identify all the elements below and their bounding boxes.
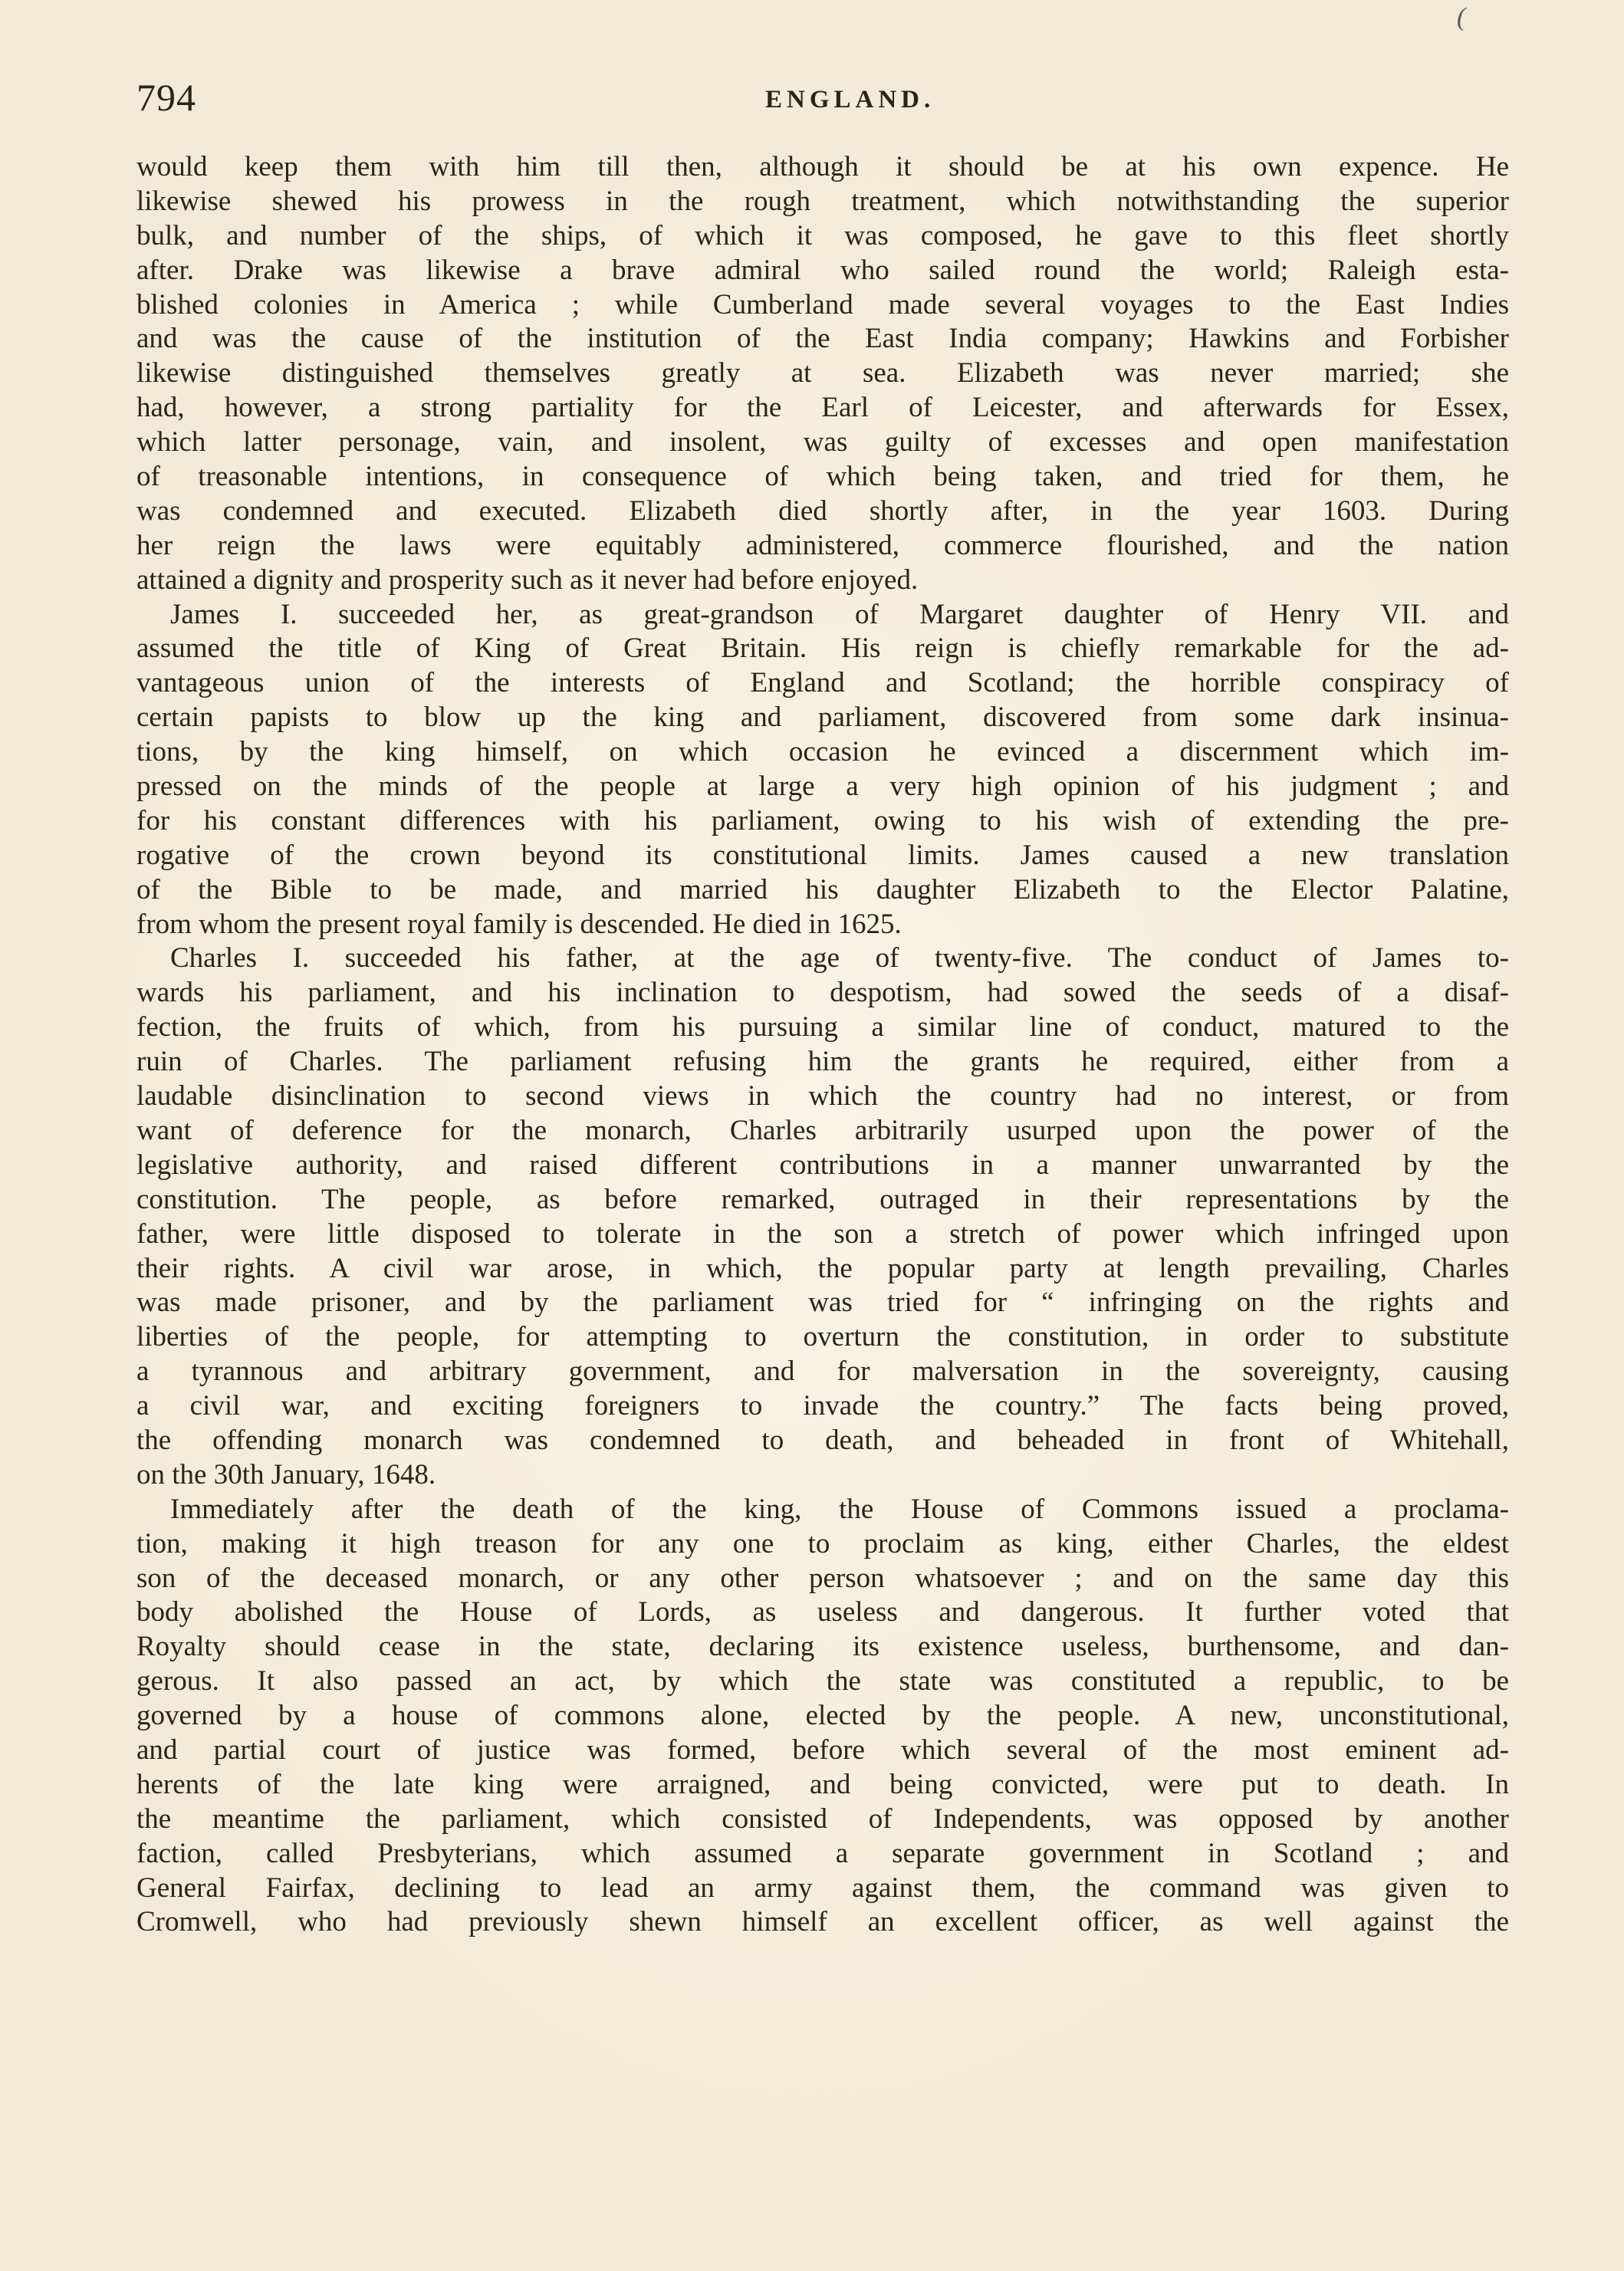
text-line: the offending monarch was condemned to death, and beheaded in front of Whitehall, — [136, 1424, 1509, 1456]
text-line: after. Drake was likewise a brave admiral who sailed round the world; Raleigh esta- — [136, 254, 1509, 286]
text-line: James I. succeeded her, as great-grandson of Margaret daughter of Henry VII. and — [170, 598, 1509, 630]
text-line: bulk, and number of the ships, of which it was composed, he gave to this fleet shortly — [136, 219, 1509, 251]
text-line: her reign the laws were equitably administered, commerce flourished, and the nation — [136, 529, 1509, 561]
text-line: had, however, a strong partiality for the Earl of Leicester, and afterwards for Essex, — [136, 392, 1509, 424]
text-line: constitution. The people, as before remarked, outraged in their representations by the — [136, 1183, 1509, 1215]
text-line: assumed the title of King of Great Britain. His reign is chiefly remarkable for the ad- — [136, 633, 1509, 665]
running-title: ENGLAND. — [765, 86, 935, 113]
text-line: tions, by the king himself, on which occasion he evinced a discernment which im- — [136, 736, 1509, 768]
text-line: for his constant differences with his parliament, owing to his wish of extending the pre- — [136, 804, 1509, 836]
text-line: likewise shewed his prowess in the rough treatment, which notwithstanding the superior — [136, 185, 1509, 217]
text-line: gerous. It also passed an act, by which the state was constituted a republic, to be — [136, 1665, 1509, 1697]
text-line: which latter personage, vain, and insolent, was guilty of excesses and open manifestation — [136, 426, 1509, 458]
text-line: legislative authority, and raised different contributions in a manner unwarranted by the — [136, 1149, 1509, 1181]
text-line: the meantime the parliament, which consisted of Independents, was opposed by another — [136, 1803, 1509, 1835]
text-line: and partial court of justice was formed, before which several of the most eminent ad- — [136, 1734, 1509, 1766]
corner-pencil-mark: ( — [1457, 3, 1466, 31]
text-line: their rights. A civil war arose, in which, the popular party at length prevailing, Charles — [136, 1252, 1509, 1284]
text-line: certain papists to blow up the king and parliament, discovered from some dark insinua- — [136, 702, 1509, 734]
text-line: was condemned and executed. Elizabeth died shortly after, in the year 1603. During — [136, 495, 1509, 527]
text-line: was made prisoner, and by the parliament was tried for “ infringing on the rights and — [136, 1287, 1509, 1319]
text-line: on the 30th January, 1648. — [136, 1458, 436, 1490]
text-line: wards his parliament, and his inclination to despotism, had sowed the seeds of a disaf- — [136, 977, 1509, 1009]
body-text — [136, 150, 1509, 1940]
text-line: of treasonable intentions, in consequence of which being taken, and tried for them, he — [136, 461, 1509, 493]
text-line: and was the cause of the institution of the East India company; Hawkins and Forbisher — [136, 323, 1509, 355]
text-line: ruin of Charles. The parliament refusing him the grants he required, either from a — [136, 1046, 1509, 1078]
text-line: a tyrannous and arbitrary government, and for malversation in the sovereignty, causing — [136, 1356, 1509, 1388]
text-line: Charles I. succeeded his father, at the age of twenty-five. The conduct of James to- — [170, 942, 1509, 974]
text-line: governed by a house of commons alone, elected by the people. A new, unconstitutional, — [136, 1700, 1509, 1732]
text-line: want of deference for the monarch, Charles arbitrarily usurped upon the power of the — [136, 1114, 1509, 1146]
text-line: Royalty should cease in the state, declaring its existence useless, burthensome, and dan- — [136, 1631, 1509, 1663]
text-line: son of the deceased monarch, or any other person whatsoever ; and on the same day this — [136, 1562, 1509, 1594]
text-line: laudable disinclination to second views in which the country had no interest, or from — [136, 1080, 1509, 1112]
text-line: of the Bible to be made, and married his daughter Elizabeth to the Elector Palatine, — [136, 873, 1509, 905]
text-line: likewise distinguished themselves greatly at sea. Elizabeth was never married; she — [136, 357, 1509, 389]
text-line: fection, the fruits of which, from his pursuing a similar line of conduct, matured to the — [136, 1011, 1509, 1043]
text-line: blished colonies in America ; while Cumberland made several voyages to the East Indies — [136, 288, 1509, 320]
text-line: Immediately after the death of the king, the House of Commons issued a proclama- — [170, 1493, 1509, 1525]
text-line: attained a dignity and prosperity such as it never had before enjoyed. — [136, 564, 919, 596]
text-line: General Fairfax, declining to lead an army against them, the command was given to — [136, 1872, 1509, 1904]
text-line: pressed on the minds of the people at large a very high opinion of his judgment ; and — [136, 771, 1509, 803]
text-line: body abolished the House of Lords, as useless and dangerous. It further voted that — [136, 1596, 1509, 1628]
text-line: faction, called Presbyterians, which assumed a separate government in Scotland ; and — [136, 1837, 1509, 1869]
text-line: herents of the late king were arraigned, and being convicted, were put to death. In — [136, 1768, 1509, 1800]
text-line: a civil war, and exciting foreigners to invade the country.” The facts being proved, — [136, 1390, 1509, 1422]
running-head — [136, 75, 1509, 129]
text-line: rogative of the crown beyond its constitutional limits. James caused a new translation — [136, 839, 1509, 871]
text-line: vantageous union of the interests of England and Scotland; the horrible conspiracy of — [136, 667, 1509, 699]
text-line: liberties of the people, for attempting to overturn the constitution, in order to substitute — [136, 1321, 1509, 1353]
text-line: would keep them with him till then, although it should be at his own expence. He — [136, 151, 1509, 182]
text-line: from whom the present royal family is descended. He died in 1625. — [136, 908, 902, 940]
text-line: tion, making it high treason for any one to proclaim as king, either Charles, the eldest — [136, 1527, 1509, 1559]
page-number: 794 — [136, 76, 196, 119]
text-line: father, were little disposed to tolerate in the son a stretch of power which infringed upon — [136, 1218, 1509, 1250]
text-line: Cromwell, who had previously shewn himself an excellent officer, as well against the — [136, 1906, 1509, 1938]
